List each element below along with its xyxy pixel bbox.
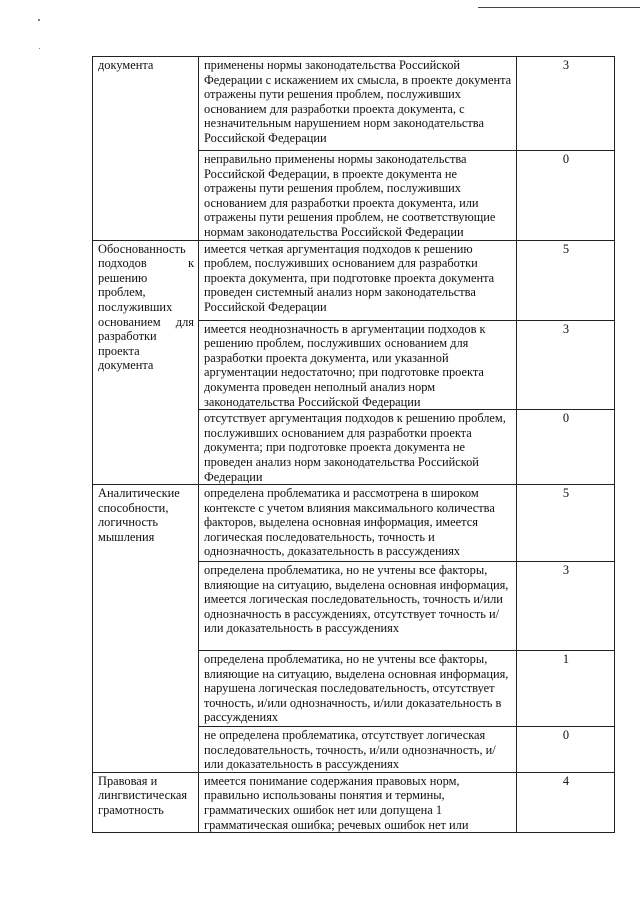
score-value: 5 bbox=[562, 486, 570, 501]
level-description-cell bbox=[199, 320, 517, 410]
score-value: 3 bbox=[562, 563, 570, 578]
level-description-cell bbox=[199, 562, 517, 651]
level-description: применены нормы законодательства Российской Федерации с искажением их смысла, в проекте документа отражены пути решения проблем, послуживших основанием для разработки проекта документа, с незначительным нарушением норм законодательства Российской Федерации bbox=[204, 58, 512, 145]
level-description-cell bbox=[199, 151, 517, 241]
criterion-name: Правовая и лингвистическая грамотность bbox=[98, 773, 188, 818]
criterion-name: Обоснованность подходов к решению проблем, послуживших основанием для разработки проекта документа bbox=[98, 241, 194, 373]
scan-speck bbox=[38, 19, 40, 21]
level-description-cell bbox=[199, 57, 517, 151]
score-cell bbox=[517, 240, 615, 320]
level-description: имеется четкая аргументация подходов к решению проблем, послуживших основанием для разработки проекта документа, при подготовке проекта документа проведен системный анализ норм законодательства Российской Федерации bbox=[204, 241, 495, 314]
scan-top-line bbox=[478, 7, 640, 8]
table-row bbox=[93, 772, 615, 832]
criterion-name-cell bbox=[93, 57, 199, 241]
level-description-cell bbox=[199, 410, 517, 485]
score-value: 0 bbox=[562, 152, 570, 166]
score-value: 1 bbox=[562, 652, 570, 667]
level-description-cell bbox=[199, 651, 517, 727]
score-value: 3 bbox=[562, 321, 570, 336]
score-cell bbox=[517, 151, 615, 241]
evaluation-criteria-table bbox=[92, 56, 615, 833]
level-description-cell bbox=[199, 485, 517, 562]
level-description: отсутствует аргументация подходов к решению проблем, послуживших основанием для разработки проекта документа; при подготовке проекта документа не проведен анализ норм законодательства Российской Федерации bbox=[204, 411, 506, 484]
level-description: определена проблематика, но не учтены все факторы, влияющие на ситуацию, выделена основная информация, имеется логическая последовательность, точность и/или однозначность в рассуждениях, отсутствует точность и/или доказательность в рассуждениях bbox=[204, 563, 509, 636]
score-value: 4 bbox=[562, 773, 570, 788]
score-cell bbox=[517, 562, 615, 651]
criterion-name-cell bbox=[93, 240, 199, 485]
criterion-name-cell bbox=[93, 772, 199, 832]
score-cell bbox=[517, 57, 615, 151]
level-description-cell bbox=[199, 727, 517, 773]
score-cell bbox=[517, 320, 615, 410]
level-description: неправильно применены нормы законодательства Российской Федерации, в проекте документа не отражены пути решения проблем, послуживших основанием для разработки проекта документа, или отражены пути решения проблем, не соответствующие нормам законодательства Российской Федерации bbox=[204, 152, 496, 239]
level-description: определена проблематика, но не учтены все факторы, влияющие на ситуацию, выделена основная информация, нарушена логическая последовательность, отсутствует точность, и/или однозначность, и/или доказательность в рассуждениях bbox=[204, 652, 509, 725]
score-cell bbox=[517, 485, 615, 562]
criterion-name: документа bbox=[98, 58, 154, 72]
criterion-name: Аналитические способности, логичность мышления bbox=[98, 486, 180, 544]
table-row bbox=[93, 57, 615, 151]
score-value: 3 bbox=[562, 58, 570, 72]
level-description: имеется понимание содержания правовых норм, правильно использованы понятия и термины, грамматических ошибок нет или допущена 1 грамматическая ошибка; речевых ошибок нет или bbox=[204, 773, 469, 832]
level-description: имеется неоднозначность в аргументации подходов к решению проблем, послуживших основанием для разработки проекта документа, или указанной аргументации недостаточно; при подготовке проекта документа проведен неполный анализ норм законодательства Российской Федерации bbox=[204, 321, 486, 409]
score-value: 0 bbox=[562, 411, 570, 426]
table-row bbox=[93, 240, 615, 320]
score-value: 0 bbox=[562, 728, 570, 743]
score-cell bbox=[517, 651, 615, 727]
criterion-name-cell bbox=[93, 485, 199, 773]
score-value: 5 bbox=[562, 241, 570, 256]
score-cell bbox=[517, 727, 615, 773]
level-description-cell bbox=[199, 772, 517, 832]
level-description: не определена проблематика, отсутствует логическая последовательность, точность, и/или однозначность, и/или доказательность в рассуждениях bbox=[204, 728, 496, 772]
table-row bbox=[93, 485, 615, 562]
score-cell bbox=[517, 410, 615, 485]
score-cell bbox=[517, 772, 615, 832]
level-description-cell bbox=[199, 240, 517, 320]
level-description: определена проблематика и рассмотрена в широком контексте с учетом влияния максимального количества факторов, выделена основная информация, имеется логическая последовательность, точность и однозначность, доказательность в рассуждениях bbox=[204, 486, 495, 559]
scan-speck bbox=[39, 48, 40, 49]
